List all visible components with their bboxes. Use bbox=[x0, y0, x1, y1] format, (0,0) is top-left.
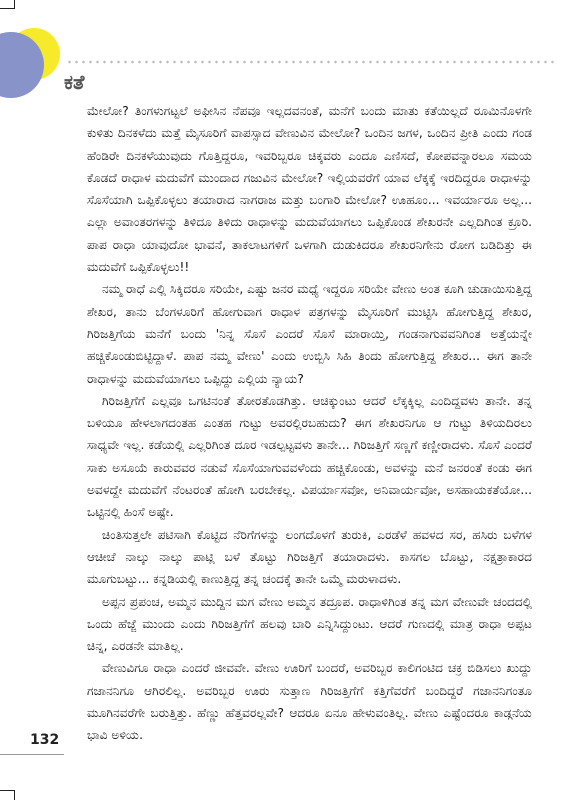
crop-mark-bottom-v bbox=[14, 790, 15, 800]
paragraph: ಚಿಂತಿಸುತ್ತಲೇ ಪಟಿಸಾಗಿ ಕೊಟ್ಟಿದ ನೆರಿಗೆಗಳನ್ನು ಲಂಗದೊಳಗೆ ತುರುಕಿ, ಎರಡೆಳೆ ಹವಳದ ಸರ, ಹಸಿರು ಬಳೆಗಳ ಆಚೀಚೆ ನಾಲ್ಕು ನಾಲ್ಕು ಪಾಟ್ಲಿ ಬಳೆ ತೊಟ್ಟು ಗಿರಿಜತ್ತಿಗೆ ತಯಾರಾದಳು. ಕಾಸಗಲ ಬೊಟ್ಟು, ನಕ್ಷತ್ರಾಕಾರದ ಮೂಗುಬಟ್ಟು... ಕನ್ನಡಿಯಲ್ಲಿ ಕಾಣುತ್ತಿದ್ದ ತನ್ನ ಚಂದಕ್ಕೆ ತಾನೇ ಒಮ್ಮೆ ಮರುಳಾದಳು. bbox=[87, 527, 532, 587]
paragraph: ಮೇಲೋ? ತಿಂಗಳುಗಟ್ಟಲೆ ಅಫೀಸಿನ ನೆಪವೂ ಇಲ್ಲದವನಂತೆ, ಮನೆಗೆ ಬಂದು ಮಾತು ಕತೆಯಿಲ್ಲದೆ ರೂಮಿನೊಳಗೇ ಕುಳಿತು ದಿನಕಳೆದು ಮತ್ತೆ ಮೈಸೂರಿಗೆ ವಾಪಸ್ಸಾದ ವೇಣುವಿನ ಮೇಲೋ? ಒಂದಿನ ಜಗಳ, ಒಂದಿನ ಪ್ರೀತಿ ಎಂದು ಗಂಡ ಹೆಂಡಿರೇ ದಿನಕಳೆಯುವುದು ಗೊತ್ತಿದ್ದರೂ, ಇವರಿಬ್ಬರೂ ಚಿಕ್ಕವರು ಎಂದೂ ಎಣಿಸದೆ, ಕೋಪವನ್ನಾರಲೂ ಸಮಯ ಕೊಡದೆ ರಾಧಾಳ ಮದುವೆಗೆ ಮುಂದಾದ ಗಜುವಿನ ಮೇಲೋ? ಇಲ್ಲಿಯವರೆಗೆ ಯಾವ ಲೆಕ್ಕಕ್ಕೆ ಇರದಿದ್ದರೂ ರಾಧಾಳನ್ನು ಸೊಸೆಯಾಗಿ ಒಪ್ಪಿಕೊಳ್ಳಲು ತಯಾರಾದ ನಾಗರಾಜ ಮತ್ತು ಬಂಗಾರಿ ಮೇಲೋ? ಊಹೂಂ... ಇವರ್ಯಾರೂ ಅಲ್ಲ... ಎಲ್ಲಾ ಅವಾಂತರಗಳನ್ನು ತಿಳಿದೂ ತಿಳಿದು ರಾಧಾಳನ್ನು ಮದುವೆಯಾಗಲು ಒಪ್ಪಿಕೊಂಡ ಶೇಖರನೇ ಎಲ್ಲದಿಗಿಂತ ಕ್ರೂರಿ. ಪಾಪ ರಾಧಾ ಯಾವುದೋ ಭಾವನೆ, ತಾಕಲಾಟಗಳಿಗೆ ಒಳಗಾಗಿ ದುಡುಕಿದರೂ ಶೇಖರನಿಗೇನು ರೋಗ ಬಡಿದಿತ್ತು ಈ ಮದುವೆಗೆ ಒಪ್ಪಿಕೊಳ್ಳಲು!! bbox=[87, 104, 532, 275]
paragraph: ವೇಣುವಿಗೂ ರಾಧಾ ಎಂದರೆ ಜೀವವೇ. ವೇಣು ಊರಿಗೆ ಬಂದರೆ, ಅವರಿಬ್ಬರ ಕಾಲಿಗಂಟಿದ ಚಕ್ರ ಬಿಡಿಸಲು ಖುದ್ದು ಗಜಾನನಿಗೂ ಆಗಿರಲಿಲ್ಲ. ಅವರಿಬ್ಬರ ಊರು ಸುತ್ತಾಣ ಗಿರಿಜತ್ತಿಗೆಗೆ ಕತ್ತಿಗೆವರೆಗೆ ಬಂದಿದ್ದರೆ ಗಜಾನನಿಗಂತೂ ಮೂಗಿನವರೆಗೇ ಬರುತ್ತಿತ್ತು. ಹೆಣ್ಣು ಹೆತ್ತವರಲ್ಲವೇ? ಆದರೂ ಏನೂ ಹೇಳುವಂತಿಲ್ಲ. ವೇಣು ಎಷ್ಟೆಂದರೂ ಕಾಡ್ಗನೆಯ ಭಾವಿ ಅಳಿಯ. bbox=[87, 661, 532, 743]
crop-mark-top-v bbox=[14, 0, 15, 9]
paragraph: ಅಪ್ಪನ ಪ್ರಪಂಚ, ಅಮ್ಮನ ಮುದ್ದಿನ ಮಗ ವೇಣು ಅಮ್ಮನ ತದ್ರೂಪ. ರಾಧಾಳಿಗಿಂತ ತನ್ನ ಮಗ ವೇಣುವೇ ಚಂದದಲ್ಲಿ ಒಂದು ಹೆಜ್ಜೆ ಮುಂದು ಎಂದು ಗಿರಿಜತ್ತಿಗೆಗೆ ಹಲವು ಬಾರಿ ಎನ್ನಿಸಿದ್ದುಂಟು. ಆದರೆ ಗುಣದಲ್ಲಿ ಮಾತ್ರ ರಾಧಾ ಅಪ್ಪಟ ಚಿನ್ನ, ಎರಡನೇ ಮಾತಿಲ್ಲ. bbox=[87, 594, 532, 654]
crop-mark-top-h bbox=[0, 8, 14, 9]
dotted-header-rule bbox=[66, 60, 556, 64]
paragraph: ಗಿರಿಜತ್ತಿಗೆಗೆ ಎಲ್ಲವೂ ಒಗಟಿನಂತೆ ತೋರತೊಡಗಿತ್ತು. ಆಚಿಕ್ಕುಂಟು ಆದರೆ ಲೆಕ್ಕಕ್ಕಿಲ್ಲ ಎಂದಿದ್ದವಳು ತಾನೇ. ತನ್ನ ಬಳಿಯೂ ಹೇಳಲಾಗದಂತಹ ಎಂತಹ ಗುಟ್ಟು ಅವರಲ್ಲಿರಬಹುದು? ಈಗ ಶೇಖರನಿಗೂ ಆ ಗುಟ್ಟು ತಿಳಿಯದಿರಲು ಸಾಧ್ಯವೇ ಇಲ್ಲ. ಕಡೆಯಲ್ಲಿ ಎಲ್ಲರಿಗಿಂತ ದೂರ ಇಡಲ್ಪಟ್ಟವಳು ತಾನೇ... ಗಿರಿಜತ್ತಿಗೆ ಸಣ್ಣಗೆ ಕಣ್ಣೀರಾದಳು. ಸೊಸೆ ಎಂದರೆ ಸಾಕು ಅಸೂಯೆ ಕಾರುವವರ ನಡುವೆ ಸೊಸೆಯಾಗುವವಳೆಂದು ಹಚ್ಚಿಕೊಂಡು, ಅವಳನ್ನು ಮನೆ ಜನರಂತೆ ಕಂಡು ಈಗ ಅವಳದ್ದೇ ಮದುವೆಗೆ ನೆಂಟರಂತೆ ಹೋಗಿ ಬರಬೇಕಲ್ಲ. ವಿಪರ್ಯಾಸವೋ, ಅನಿವಾರ್ಯವೋ, ಅಸಹಾಯಕತೆಯೋ... ಒಟ್ಟಿನಲ್ಲಿ ಹಿಂಸೆ ಅಷ್ಟೇ. bbox=[87, 393, 532, 520]
crop-mark-bottom-h bbox=[0, 790, 14, 791]
page-number: 132 bbox=[30, 732, 60, 748]
page-number-rule bbox=[0, 754, 64, 755]
article-body bbox=[87, 100, 532, 747]
paragraph: ನಮ್ಮ ರಾಧೆ ಎಲ್ಲಿ ಸಿಕ್ಕಿದರೂ ಸರಿಯೇ, ಎಷ್ಟು ಜನರ ಮಧ್ಯೆ ಇದ್ದರೂ ಸರಿಯೇ ವೇಣು ಅಂತ ಕೂಗಿ ಚುಡಾಯಿಸುತ್ತಿದ್ದ ಶೇಖರ, ತಾನು ಬೆಂಗಳೂರಿಗೆ ಹೋಗುವಾಗ ರಾಧಾಳ ಪತ್ರಗಳನ್ನು ಮೈಸೂರಿಗೆ ಮುಟ್ಟಿಸಿ ಹೋಗುತ್ತಿದ್ದ ಶೇಖರ, ಗಿರಿಜತ್ತಿಗೆಯ ಮನೆಗೆ ಬಂದು 'ನಿನ್ನ ಸೊಸೆ ಎಂದರೆ ಸೊಸೆ ಮಾರಾಯ್ತಿ, ಗಂಡನಾಗುವವನಿಗಿಂತ ಅತ್ತೆಯನ್ನೇ ಹಚ್ಚಿಕೊಂಡುಬಿಟ್ಟಿದ್ದಾಳೆ. ಪಾಪ ನಮ್ಮ ವೇಣು' ಎಂದು ಉಬ್ಬಿಸಿ ಸಿಹಿ ತಿಂದು ಹೋಗುತ್ತಿದ್ದ ಶೇಖರ... ಈಗ ತಾನೇ ರಾಧಾಳನ್ನು ಮದುವೆಯಾಗಲು ಒಪ್ಪಿದ್ದು ಎಲ್ಲಿಯ ನ್ಯಾಯ? bbox=[87, 282, 532, 386]
section-title: ಕತೆ bbox=[64, 70, 85, 94]
